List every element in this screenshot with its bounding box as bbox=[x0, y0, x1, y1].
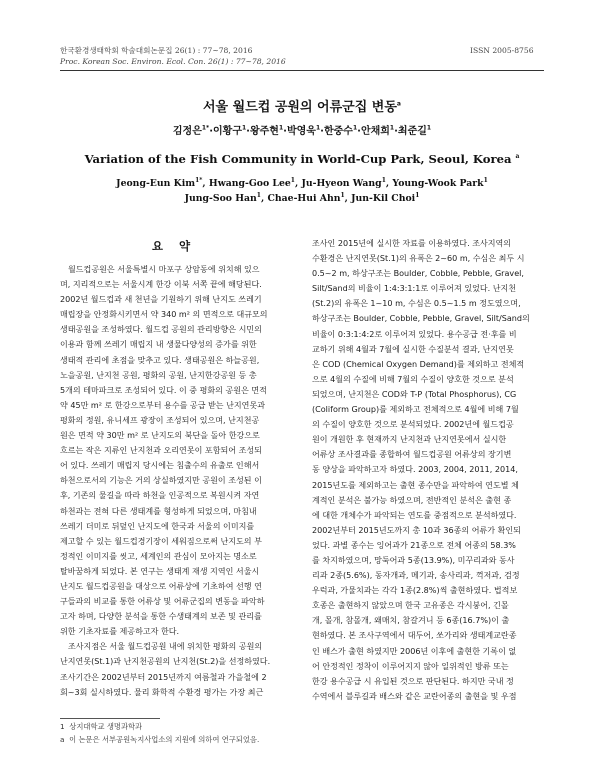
author-affiliation-sup: 1 bbox=[381, 176, 386, 184]
author-name: Jun-Kil Choi bbox=[351, 193, 416, 204]
footnote-affiliation bbox=[60, 722, 142, 732]
text-line: 생태적 관리에 초점을 맞추고 있다. 생태공원은 하늘공원, bbox=[60, 355, 260, 365]
text-line: 며, 지리적으로는 서울시계 한강 이북 서쪽 끝에 해당된다. bbox=[60, 280, 262, 290]
author-affiliation-sup: 1 bbox=[340, 191, 345, 199]
text-line: 은 COD (Chemical Oxygen Demand)를 제외하고 전체적 bbox=[312, 359, 525, 369]
author-affiliation-sup: 1 bbox=[483, 176, 488, 184]
text-line: 탈바꿈하게 되었다. 본 연구는 생태계 재생 지역인 서울시 bbox=[60, 566, 260, 576]
text-line: 위한 기초자료를 제공하고자 한다. bbox=[60, 627, 180, 637]
title-en-text: Variation of the Fish Community in World-Cup Park, Seoul, Korea bbox=[84, 152, 512, 166]
text-line: (St.2)의 유폭은 1~10 m, 수심은 0.5~1.5 m 정도였으며, bbox=[312, 299, 521, 309]
text-line: 었다. 과별 종수는 잉어과가 21종으로 전체 어종의 58.3% bbox=[312, 540, 516, 550]
footnote-rule bbox=[60, 718, 160, 719]
paper-title-en bbox=[60, 152, 544, 166]
text-line: 호종은 출현하지 않았으며 한국 고유종은 각시붕어, 긴몰 bbox=[312, 601, 509, 611]
title-ko-text: 서울 월드컵 공원의 어류군집 변동 bbox=[203, 100, 397, 115]
text-line: 하천과는 전혀 다른 생태계를 형성하게 되었으며, 마침내 bbox=[60, 506, 257, 516]
text-line: 후, 기존의 물길을 따라 하천을 인공적으로 복원시켜 자연 bbox=[60, 491, 260, 501]
text-line: 2015년도를 제외하고는 출현 종수만을 파악하여 연도별 체 bbox=[312, 480, 519, 490]
text-line: 생태공원을 조성하였다. 월드컵 공원의 관리방향은 시민의 bbox=[60, 325, 262, 335]
text-line: 개, 몰개, 참몰개, 왜매치, 참갈겨니 등 6종(16.7%)이 출 bbox=[312, 616, 510, 626]
text-line: 5개의 테마파크로 조성되어 있다. 이 중 평화의 공원은 면적 bbox=[60, 385, 267, 395]
author-affiliation-sup: 1 bbox=[278, 124, 284, 132]
text-line: 원은 면적 약 30만 m² 로 난지도의 북단을 돌아 한강으로 bbox=[60, 431, 260, 441]
footnote-text: 상지대학교 생명과학과 bbox=[69, 722, 143, 731]
text-line: 인 배스가 출현 하였지만 2006년 이후에 출현한 기록이 없 bbox=[312, 646, 517, 656]
text-line: 제고할 수 있는 월드컵경기장이 세워짐으로써 난지도의 부 bbox=[60, 536, 262, 546]
author-separator: · bbox=[357, 126, 361, 137]
author-list-en-line1 bbox=[60, 178, 544, 189]
text-line: 흐르는 작은 지류인 난지천과 오리연못이 포함되어 조성되 bbox=[60, 446, 262, 456]
text-line: 수환경은 난지연못(St.1)의 유폭은 2~60 m, 수심은 최두 시 bbox=[312, 254, 525, 264]
text-line: 어류상 조사결과를 종합하여 월드컵공원 어류상의 장기변 bbox=[312, 450, 512, 460]
text-line: 한강 용수공급 시 유입된 것으로 판단된다. 하지만 국내 정 bbox=[312, 676, 514, 686]
text-line: 리과 2종(5.6%), 동자개과, 메기과, 송사리과, 꺽저과, 검정 bbox=[312, 571, 520, 581]
author-list-ko bbox=[60, 122, 544, 137]
author-affiliation-sup: 1* bbox=[195, 176, 203, 184]
footnote-marker: 1 bbox=[60, 722, 65, 731]
text-line: 하천으로서의 기능은 거의 상실하였지만 공원이 조성된 이 bbox=[60, 476, 262, 486]
author-separator: · bbox=[394, 126, 398, 137]
author-name: 이황구 bbox=[213, 126, 242, 137]
text-line: 되었으며, 난지천은 COD와 T-P (Total Phosphorus), CG bbox=[312, 389, 517, 399]
author-name: Chae-Hui Ahn bbox=[267, 193, 341, 204]
author-name: Ju-Hyeon Wang bbox=[301, 178, 382, 189]
text-line: 난지도 월드컵공원을 대상으로 어류상에 기초하여 선행 연 bbox=[60, 581, 262, 591]
text-line: 회~3회 실시하였다. 물리 화학적 수환경 평가는 가장 최근 bbox=[60, 687, 264, 697]
footnote-funding bbox=[60, 735, 259, 745]
text-line: 0.5~2 m, 하상구조는 Boulder, Cobble, Pebble, Gravel, bbox=[312, 269, 524, 279]
author-separator: , bbox=[385, 178, 393, 189]
text-line: 2002년 월드컵과 새 천년을 기원하기 위해 난지도 쓰레기 bbox=[60, 295, 262, 305]
text-line: 를 차지하였으며, 망둑어과 5종(13.9%), 미꾸리과와 동사 bbox=[312, 555, 515, 565]
footnote-marker: a bbox=[60, 735, 65, 744]
text-line: 수역에서 블루길과 배스와 같은 교란어종의 출현을 및 우점 bbox=[312, 691, 517, 701]
text-line: 이용과 함께 쓰레기 매립지 내 생물다양성의 증가를 위한 bbox=[60, 340, 257, 350]
author-separator: , bbox=[294, 178, 302, 189]
text-line: 매립장을 안정화시키면서 약 340 m² 의 면적으로 대규모의 bbox=[60, 310, 268, 320]
text-line: 구들과의 비교를 통한 어류상 및 어류군집의 변동을 파악하 bbox=[60, 597, 265, 607]
text-line: 난지연못(St.1)과 난지천공원의 난지천(St.2)을 선정하였다. bbox=[60, 657, 271, 667]
text-line: 의 수질이 양호한 것으로 분석되었다. 2002년에 월드컵공 bbox=[312, 420, 514, 430]
author-name: Young-Wook Park bbox=[392, 178, 484, 189]
author-separator: · bbox=[320, 126, 324, 137]
text-line: 비율이 0:3:1:4:2로 이루어져 있었다. 용수공급 전·후를 비 bbox=[312, 329, 517, 339]
author-separator: , bbox=[344, 193, 352, 204]
left-column-text bbox=[60, 262, 292, 700]
text-line: 어 안정적인 정착이 이루어지지 않아 일위적인 방류 또는 bbox=[312, 661, 509, 671]
author-name: 박영욱 bbox=[286, 126, 316, 137]
text-line: 으로 4월의 수질에 비해 7월의 수질이 양호한 것으로 분석 bbox=[312, 374, 514, 384]
author-name: 왕주현 bbox=[249, 126, 279, 137]
text-line: 노을공원, 난지천 공원, 평화의 공원, 난지한강공원 등 총 bbox=[60, 370, 257, 380]
author-separator: · bbox=[283, 126, 287, 137]
author-affiliation-sup: 1 bbox=[290, 176, 295, 184]
text-line: 어 있다. 쓰레기 매립지 당시에는 침출수의 유출로 인해서 bbox=[60, 461, 260, 471]
author-separator: , bbox=[260, 193, 268, 204]
author-affiliation-sup: 1* bbox=[201, 124, 210, 132]
author-name: Jeong-Eun Kim bbox=[116, 178, 196, 189]
text-line: 고자 하며, 다양한 분석을 통한 수생태계의 보존 및 관리를 bbox=[60, 612, 262, 622]
text-line: 쓰레기 더미로 뒤덮인 난지도에 한국과 서울의 이미지를 bbox=[60, 521, 255, 531]
title-en-sup: a bbox=[515, 153, 520, 161]
text-line: 우럭과, 가물치과는 각각 1종(2.8%)씩 출현하였다. 법적보 bbox=[312, 586, 518, 596]
text-line: 하상구조는 Boulder, Cobble, Pebble, Gravel, Silt/Sand의 bbox=[312, 314, 530, 324]
header-rule bbox=[60, 70, 544, 71]
text-line: 조사기간은 2002년부터 2015년까지 여름철과 가을철에 2 bbox=[60, 672, 267, 682]
author-name: 한중수 bbox=[323, 126, 353, 137]
text-line: 동 양상을 파악하고자 하였다. 2003, 2004, 2011, 2014, bbox=[312, 465, 518, 475]
author-separator: · bbox=[246, 126, 250, 137]
journal-header-ko: 한국환경생태학회 학술대회논문집 26(1) : 77~78, 2016 bbox=[60, 46, 253, 55]
text-line: 조사인 2015년에 실시한 자료를 이용하였다. 조사지역의 bbox=[312, 239, 512, 248]
author-affiliation-sup: 1 bbox=[256, 191, 261, 199]
text-line: 계적인 분석은 불가능 하였으며, 전반적인 분석은 출현 종 bbox=[312, 495, 512, 505]
text-line: 약 45만 m² 로 한강으로부터 용수를 공급 받는 난지연못과 bbox=[60, 400, 266, 410]
text-line: 현하였다. 본 조사구역에서 대두어, 쏘가리와 생태계교란종 bbox=[312, 631, 517, 641]
author-affiliation-sup: 1 bbox=[389, 124, 395, 132]
author-affiliation-sup: 1 bbox=[352, 124, 358, 132]
journal-header-en: Proc. Korean Soc. Environ. Ecol. Con. 26(1) : 77~78, 2016 bbox=[60, 57, 286, 66]
right-column-text bbox=[312, 236, 544, 704]
text-line: 월드컵공원은 서울특별시 마포구 상암동에 위치해 있으 bbox=[68, 265, 260, 274]
footnote-text: 이 논문은 서부공원녹지사업소의 지원에 의하여 연구되었음. bbox=[69, 735, 260, 744]
author-name: 최준길 bbox=[397, 126, 427, 137]
issn-label: ISSN 2005-8756 bbox=[470, 46, 534, 55]
author-list-en-line2 bbox=[60, 193, 544, 204]
abstract-heading: 요 약 bbox=[151, 239, 197, 253]
title-ko-sup: a bbox=[396, 100, 401, 108]
text-line: 정적인 이미지를 씻고, 세계인의 관심이 모아지는 명소로 bbox=[60, 551, 257, 561]
author-affiliation-sup: 1 bbox=[415, 191, 420, 199]
author-separator: · bbox=[209, 126, 213, 137]
text-line: Silt/Sand의 비율이 1:4:3:1:1로 이루어져 있었다. 난지천 bbox=[312, 284, 517, 294]
author-affiliation-sup: 1 bbox=[241, 124, 247, 132]
author-separator: , bbox=[202, 178, 209, 189]
text-line: 원이 개원한 후 현재까지 난지천과 난지연못에서 실시한 bbox=[312, 435, 507, 445]
author-affiliation-sup: 1 bbox=[315, 124, 321, 132]
text-line: 조사지점은 서울 월드컵공원 내에 위치한 평화의 공원의 bbox=[68, 642, 263, 652]
author-name: 김정은 bbox=[172, 126, 202, 137]
author-name: 안채희 bbox=[360, 126, 390, 137]
text-line: 2002년부터 2015년도까지 총 10과 36종의 어류가 확인되 bbox=[312, 525, 521, 535]
paper-title-ko bbox=[60, 96, 544, 115]
text-line: 에 대한 개체수가 파악되는 연도를 중점적으로 분석하였다. bbox=[312, 510, 517, 520]
author-name: Hwang-Goo Lee bbox=[208, 178, 291, 189]
author-name: Jung-Soo Han bbox=[184, 193, 257, 204]
author-affiliation-sup: 1 bbox=[426, 124, 432, 132]
text-line: 평화의 정원, 유니세프 광장이 조성되어 있으며, 난지천공 bbox=[60, 415, 260, 425]
text-line: 교하기 위해 4월과 7월에 실시한 수질분석 결과, 난지연못 bbox=[312, 344, 514, 354]
text-line: (Coliform Group)를 제외하고 전체적으로 4월에 비해 7월 bbox=[312, 405, 519, 415]
